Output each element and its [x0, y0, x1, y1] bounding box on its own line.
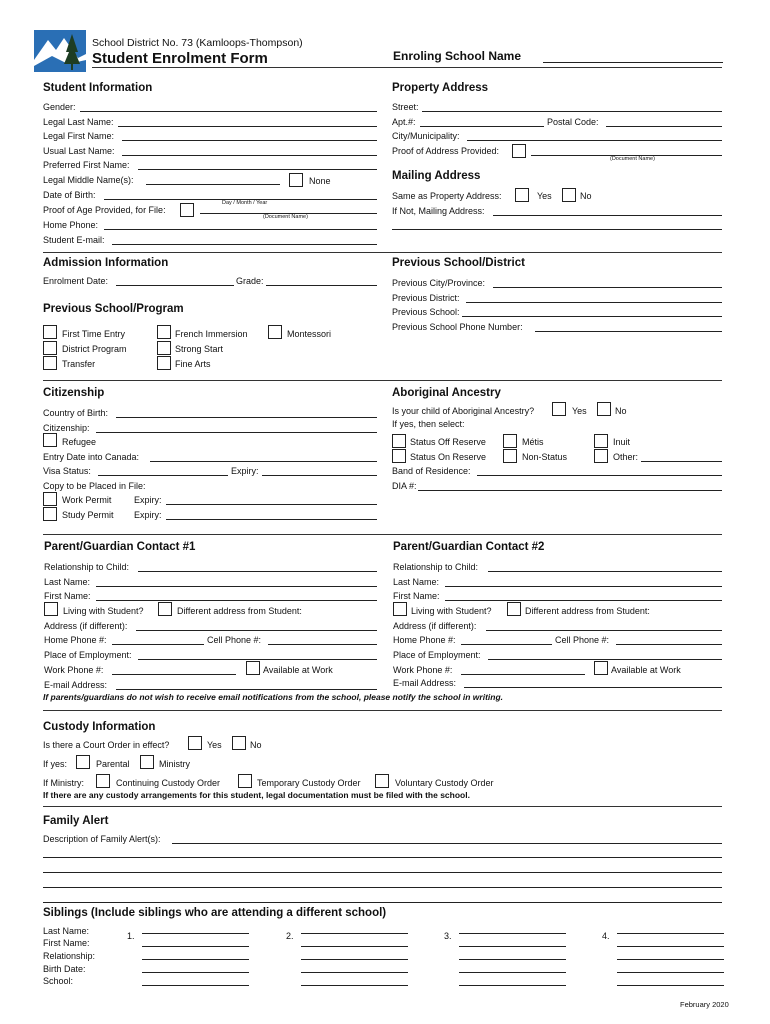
g2-available-label: Available at Work: [611, 665, 681, 675]
header-divider: [92, 67, 722, 68]
band-label: Band of Residence:: [392, 466, 471, 476]
prev-district-heading: Previous School/District: [392, 257, 525, 269]
visa-label: Visa Status:: [43, 466, 91, 476]
g1-work-phone-field[interactable]: [112, 674, 236, 675]
enroling-school-field[interactable]: [543, 62, 723, 63]
country-birth-label: Country of Birth:: [43, 408, 109, 418]
g2-last-label: Last Name:: [393, 577, 440, 587]
g2-diff-address-checkbox[interactable]: [507, 602, 521, 616]
g1-relationship-field[interactable]: [138, 571, 377, 572]
inuit-checkbox[interactable]: [594, 434, 608, 448]
district-program-checkbox[interactable]: [43, 341, 57, 355]
g2-employment-field[interactable]: [488, 659, 722, 660]
g2-work-phone-field[interactable]: [461, 674, 585, 675]
aboriginal-yes-label: Yes: [572, 406, 587, 416]
non-status-label: Non-Status: [522, 452, 568, 462]
g2-living-checkbox[interactable]: [393, 602, 407, 616]
siblings-heading: Siblings (Include siblings who are attending a different school): [43, 907, 387, 919]
preferred-first-field[interactable]: [138, 169, 377, 170]
footer-date: February 2020: [680, 1000, 729, 1009]
dia-label: DIA #:: [392, 481, 417, 491]
entry-date-field[interactable]: [150, 461, 377, 462]
g2-work-phone-label: Work Phone #:: [393, 665, 453, 675]
section-divider-4: [43, 710, 722, 711]
legal-middle-label: Legal Middle Name(s):: [43, 175, 134, 185]
prev-city-field[interactable]: [493, 287, 722, 288]
court-yes-label: Yes: [207, 740, 222, 750]
admission-heading: Admission Information: [43, 257, 169, 269]
proof-age-checkbox[interactable]: [180, 203, 194, 217]
gender-label: Gender:: [43, 102, 76, 112]
continuing-label: Continuing Custody Order: [116, 778, 221, 788]
refugee-checkbox[interactable]: [43, 433, 57, 447]
grade-field[interactable]: [266, 285, 377, 286]
strong-start-checkbox[interactable]: [157, 341, 171, 355]
custody-heading: Custody Information: [43, 721, 156, 733]
citizenship-field[interactable]: [96, 432, 377, 433]
g2-employment-label: Place of Employment:: [393, 650, 481, 660]
family-alert-field-2[interactable]: [43, 857, 722, 858]
g2-address-label: Address (if different):: [393, 621, 477, 631]
aboriginal-heading: Aboriginal Ancestry: [392, 387, 501, 399]
postal-label: Postal Code:: [547, 117, 599, 127]
aboriginal-no-label: No: [615, 406, 627, 416]
copy-file-label: Copy to be Placed in File:: [43, 481, 146, 491]
g2-available-checkbox[interactable]: [594, 661, 608, 675]
g2-home-phone-field[interactable]: [461, 644, 552, 645]
work-permit-checkbox[interactable]: [43, 492, 57, 506]
sibling-4-birth-field[interactable]: [617, 972, 724, 973]
legal-last-field[interactable]: [118, 126, 377, 127]
preferred-first-label: Preferred First Name:: [43, 160, 130, 170]
g2-email-field[interactable]: [464, 687, 722, 688]
transfer-checkbox[interactable]: [43, 356, 57, 370]
sibling-2-last-field[interactable]: [301, 933, 408, 934]
student-email-label: Student E-mail:: [43, 235, 105, 245]
other-label: Other:: [613, 452, 639, 462]
prev-school-field[interactable]: [462, 316, 722, 317]
family-alert-field-3[interactable]: [43, 872, 722, 873]
sibling-1-relationship-field[interactable]: [142, 959, 249, 960]
g1-first-label: First Name:: [44, 591, 91, 601]
legal-first-field[interactable]: [122, 140, 377, 141]
on-reserve-checkbox[interactable]: [392, 449, 406, 463]
sibling-4-school-field[interactable]: [617, 985, 724, 986]
band-field[interactable]: [477, 475, 722, 476]
section-divider-1: [43, 252, 722, 253]
prev-school-label: Previous School:: [392, 307, 460, 317]
g1-employment-field[interactable]: [138, 659, 377, 660]
french-checkbox[interactable]: [157, 325, 171, 339]
voluntary-checkbox[interactable]: [375, 774, 389, 788]
strong-start-label: Strong Start: [175, 344, 224, 354]
country-birth-field[interactable]: [116, 417, 377, 418]
usual-last-field[interactable]: [122, 155, 377, 156]
family-alert-field-1[interactable]: [172, 843, 722, 844]
city-field[interactable]: [467, 140, 722, 141]
street-field[interactable]: [422, 111, 722, 112]
g2-email-label: E-mail Address:: [393, 678, 457, 688]
sibling-2-school-field[interactable]: [301, 985, 408, 986]
work-permit-expiry-field[interactable]: [166, 504, 377, 505]
postal-field[interactable]: [606, 126, 722, 127]
first-time-checkbox[interactable]: [43, 325, 57, 339]
g2-relationship-label: Relationship to Child:: [393, 562, 479, 572]
g1-address-label: Address (if different):: [44, 621, 128, 631]
g1-email-field[interactable]: [116, 689, 377, 690]
apt-label: Apt.#:: [392, 117, 416, 127]
enrolment-date-field[interactable]: [116, 285, 234, 286]
sibling-3-last-field[interactable]: [459, 933, 566, 934]
prev-district-label: Previous District:: [392, 293, 460, 303]
g1-home-phone-field[interactable]: [112, 644, 204, 645]
montessori-label: Montessori: [287, 329, 332, 339]
sibling-4-first-field[interactable]: [617, 946, 724, 947]
sibling-1-school-field[interactable]: [142, 985, 249, 986]
prev-phone-label: Previous School Phone Number:: [392, 322, 523, 332]
other-field[interactable]: [641, 461, 722, 462]
montessori-checkbox[interactable]: [268, 325, 282, 339]
prev-phone-field[interactable]: [535, 331, 722, 332]
sibling-4-relationship-field[interactable]: [617, 959, 724, 960]
sibling-1-birth-field[interactable]: [142, 972, 249, 973]
aboriginal-no-checkbox[interactable]: [597, 402, 611, 416]
metis-checkbox[interactable]: [503, 434, 517, 448]
family-alert-field-5[interactable]: [43, 902, 722, 903]
city-label: City/Municipality:: [392, 131, 460, 141]
street-label: Street:: [392, 102, 419, 112]
sibling-2-birth-field[interactable]: [301, 972, 408, 973]
email-notification-note: If parents/guardians do not wish to receive email notifications from the school, please notify the school in writing.: [43, 692, 504, 702]
grade-label: Grade:: [236, 276, 264, 286]
enroling-school-label: Enroling School Name: [393, 49, 522, 63]
mailing-address-heading: Mailing Address: [392, 170, 481, 182]
guardian1-heading: Parent/Guardian Contact #1: [44, 541, 196, 553]
property-address-heading: Property Address: [392, 82, 489, 94]
visa-expiry-label: Expiry:: [231, 466, 259, 476]
fine-arts-checkbox[interactable]: [157, 356, 171, 370]
district-program-label: District Program: [62, 344, 127, 354]
on-reserve-label: Status On Reserve: [410, 452, 487, 462]
g2-last-field[interactable]: [445, 586, 722, 587]
apt-field[interactable]: [420, 126, 544, 127]
legal-last-label: Legal Last Name:: [43, 117, 114, 127]
sibling-first-label: First Name:: [43, 938, 90, 948]
same-yes-label: Yes: [537, 191, 552, 201]
g2-address-field[interactable]: [486, 630, 722, 631]
continuing-checkbox[interactable]: [96, 774, 110, 788]
g1-last-label: Last Name:: [44, 577, 91, 587]
sibling-1-last-field[interactable]: [142, 933, 249, 934]
sibling-relationship-label: Relationship:: [43, 951, 96, 961]
section-divider-5: [43, 806, 722, 807]
sibling-birth-label: Birth Date:: [43, 964, 86, 974]
sibling-3-school-field[interactable]: [459, 985, 566, 986]
dia-field[interactable]: [418, 490, 722, 491]
dob-hint: Day / Month / Year: [222, 200, 268, 206]
district-name: School District No. 73 (Kamloops-Thompson): [92, 37, 303, 49]
prev-district-field[interactable]: [466, 302, 722, 303]
transfer-label: Transfer: [62, 359, 96, 369]
g1-address-field[interactable]: [136, 630, 377, 631]
district-logo: [34, 30, 86, 72]
proof-address-doc-hint: (Document Name): [610, 156, 655, 162]
court-order-label: Is there a Court Order in effect?: [43, 740, 170, 750]
gender-field[interactable]: [80, 111, 377, 112]
sibling-1-number: 1.: [127, 931, 135, 941]
g1-available-label: Available at Work: [263, 665, 333, 675]
metis-label: Métis: [522, 437, 544, 447]
study-permit-label: Study Permit: [62, 510, 114, 520]
g1-first-field[interactable]: [96, 600, 377, 601]
g1-available-checkbox[interactable]: [246, 661, 260, 675]
temporary-label: Temporary Custody Order: [257, 778, 361, 788]
family-alert-description-label: Description of Family Alert(s):: [43, 834, 161, 844]
court-no-checkbox[interactable]: [232, 736, 246, 750]
none-label: None: [309, 176, 331, 186]
sibling-4-number: 4.: [602, 931, 610, 941]
g1-living-checkbox[interactable]: [44, 602, 58, 616]
g1-relationship-label: Relationship to Child:: [44, 562, 130, 572]
sibling-2-number: 2.: [286, 931, 294, 941]
legal-first-label: Legal First Name:: [43, 131, 115, 141]
mailing-address-field-2[interactable]: [392, 229, 722, 230]
entry-date-label: Entry Date into Canada:: [43, 452, 140, 462]
aboriginal-question: Is your child of Aboriginal Ancestry?: [392, 406, 535, 416]
g1-last-field[interactable]: [96, 586, 377, 587]
inuit-label: Inuit: [613, 437, 631, 447]
same-yes-checkbox[interactable]: [515, 188, 529, 202]
proof-age-label: Proof of Age Provided, for File:: [43, 205, 166, 215]
if-not-label: If Not, Mailing Address:: [392, 206, 485, 216]
family-alert-heading: Family Alert: [43, 815, 109, 827]
aboriginal-yes-checkbox[interactable]: [552, 402, 566, 416]
prev-city-label: Previous City/Province:: [392, 278, 486, 288]
same-no-checkbox[interactable]: [562, 188, 576, 202]
citizenship-label: Citizenship:: [43, 423, 90, 433]
ministry-checkbox[interactable]: [140, 755, 154, 769]
if-ministry-label: If Ministry:: [43, 778, 85, 788]
proof-age-doc-hint: (Document Name): [263, 214, 308, 220]
study-permit-expiry-field[interactable]: [166, 519, 377, 520]
sibling-3-birth-field[interactable]: [459, 972, 566, 973]
off-reserve-checkbox[interactable]: [392, 434, 406, 448]
legal-middle-field[interactable]: [146, 184, 280, 185]
student-email-field[interactable]: [112, 244, 377, 245]
guardian2-heading: Parent/Guardian Contact #2: [393, 541, 545, 553]
sibling-last-label: Last Name:: [43, 926, 90, 936]
fine-arts-label: Fine Arts: [175, 359, 211, 369]
sibling-2-first-field[interactable]: [301, 946, 408, 947]
voluntary-label: Voluntary Custody Order: [395, 778, 494, 788]
student-info-heading: Student Information: [43, 82, 153, 94]
g2-cell-label: Cell Phone #:: [555, 635, 610, 645]
sibling-3-number: 3.: [444, 931, 452, 941]
same-no-label: No: [580, 191, 592, 201]
court-no-label: No: [250, 740, 262, 750]
family-alert-field-4[interactable]: [43, 887, 722, 888]
first-time-label: First Time Entry: [62, 329, 126, 339]
dob-label: Date of Birth:: [43, 190, 96, 200]
custody-note: If there are any custody arrangements for this student, legal documentation must be filed with the school.: [43, 790, 470, 800]
usual-last-label: Usual Last Name:: [43, 146, 115, 156]
same-as-property-label: Same as Property Address:: [392, 191, 502, 201]
study-permit-expiry-label: Expiry:: [134, 510, 162, 520]
parental-label: Parental: [96, 759, 130, 769]
enrolment-date-label: Enrolment Date:: [43, 276, 109, 286]
mailing-address-field-1[interactable]: [493, 215, 722, 216]
g2-diff-address-label: Different address from Student:: [525, 606, 650, 616]
citizenship-heading: Citizenship: [43, 387, 105, 399]
g2-first-label: First Name:: [393, 591, 440, 601]
g2-cell-field[interactable]: [616, 644, 722, 645]
ministry-label: Ministry: [159, 759, 190, 769]
visa-field[interactable]: [98, 475, 228, 476]
g1-home-phone-label: Home Phone #:: [44, 635, 107, 645]
sibling-1-first-field[interactable]: [142, 946, 249, 947]
non-status-checkbox[interactable]: [503, 449, 517, 463]
none-checkbox[interactable]: [289, 173, 303, 187]
sibling-3-relationship-field[interactable]: [459, 959, 566, 960]
off-reserve-label: Status Off Reserve: [410, 437, 486, 447]
g2-first-field[interactable]: [445, 600, 722, 601]
g1-cell-label: Cell Phone #:: [207, 635, 262, 645]
visa-expiry-field[interactable]: [262, 475, 377, 476]
home-phone-field[interactable]: [104, 229, 377, 230]
g1-living-label: Living with Student?: [63, 606, 144, 616]
proof-address-label: Proof of Address Provided:: [392, 146, 500, 156]
temporary-checkbox[interactable]: [238, 774, 252, 788]
parental-checkbox[interactable]: [76, 755, 90, 769]
if-yes-label: If yes:: [43, 759, 68, 769]
g1-cell-field[interactable]: [268, 644, 377, 645]
work-permit-expiry-label: Expiry:: [134, 495, 162, 505]
form-title: Student Enrolment Form: [92, 50, 268, 67]
sibling-school-label: School:: [43, 976, 74, 986]
g2-living-label: Living with Student?: [411, 606, 492, 616]
sibling-3-first-field[interactable]: [459, 946, 566, 947]
refugee-label: Refugee: [62, 437, 97, 447]
g1-diff-address-label: Different address from Student:: [177, 606, 302, 616]
g1-diff-address-checkbox[interactable]: [158, 602, 172, 616]
g2-relationship-field[interactable]: [488, 571, 722, 572]
study-permit-checkbox[interactable]: [43, 507, 57, 521]
g1-email-label: E-mail Address:: [44, 680, 108, 690]
g1-work-phone-label: Work Phone #:: [44, 665, 104, 675]
french-label: French Immersion: [175, 329, 248, 339]
section-divider-2: [43, 380, 722, 381]
g1-employment-label: Place of Employment:: [44, 650, 132, 660]
work-permit-label: Work Permit: [62, 495, 112, 505]
court-yes-checkbox[interactable]: [188, 736, 202, 750]
home-phone-label: Home Phone:: [43, 220, 99, 230]
sibling-4-last-field[interactable]: [617, 933, 724, 934]
prev-program-heading: Previous School/Program: [43, 303, 184, 315]
section-divider-3: [43, 534, 722, 535]
sibling-2-relationship-field[interactable]: [301, 959, 408, 960]
other-checkbox[interactable]: [594, 449, 608, 463]
if-yes-select-label: If yes, then select:: [392, 419, 465, 429]
proof-address-checkbox[interactable]: [512, 144, 526, 158]
g2-home-phone-label: Home Phone #:: [393, 635, 456, 645]
